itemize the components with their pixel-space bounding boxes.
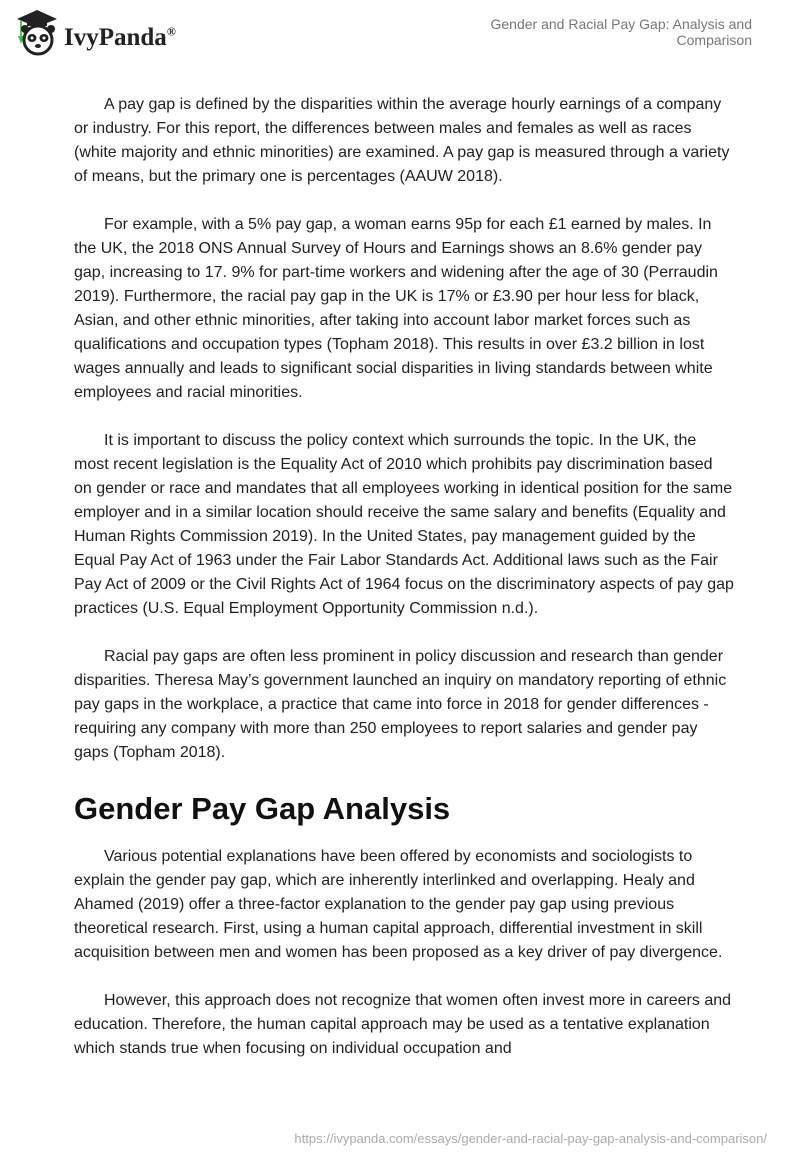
paragraph: A pay gap is defined by the disparities within the average hourly earnings of a company or industry. For this report, the differences between males and females as well as races (white majority and ethnic minorities) are examined. A pay gap is measured through a variety of means, but the primary one is percentages (AAUW 2018). xyxy=(74,96,730,185)
panda-logo-icon xyxy=(16,8,58,56)
logo[interactable] xyxy=(16,8,176,56)
logo-text: IvyPanda® xyxy=(64,24,176,51)
paragraph: Racial pay gaps are often less prominent in policy discussion and research than gender disparities. Theresa May’s government launched an inquiry on mandatory reporting of ethnic pay gaps in the workplace, a practice that came into force in 2018 for gender differences - requiring any company with more than 250 employees to report salaries and gender pay gaps (Topham 2018). xyxy=(74,648,727,761)
paragraph: For example, with a 5% pay gap, a woman earns 95p for each £1 earned by males. In the UK, the 2018 ONS Annual Survey of Hours and Earnings shows an 8.6% gender pay gap, increasing to 17. 9% for part-time workers and widening after the age of 30 (Perraudin 2019). Furthermore, the racial pay gap in the UK is 17% or £3.90 per hour less for black, Asian, and other ethnic minorities, after taking into account labor market forces such as qualifications and occupation types (Topham 2018). This results in over £3.2 billion in lost wages annually and leads to significant social disparities in living standards between white employees and racial minorities. xyxy=(74,216,718,401)
section-heading: Gender Pay Gap Analysis xyxy=(74,791,451,826)
document-title: Gender and Racial Pay Gap: Analysis and Comparison xyxy=(490,16,752,48)
header xyxy=(0,0,800,70)
paragraph: However, this approach does not recognize that women often invest more in careers and education. Therefore, the human capital approach may be used as a tentative explanation which stands true when focusing on individual occupation and xyxy=(74,992,732,1057)
paragraph: It is important to discuss the policy context which surrounds the topic. In the UK, the most recent legislation is the Equality Act of 2010 which prohibits pay discrimination based on gender or race and mandates that all employees working in identical position for the same employer and in a similar location should receive the same salary and benefits (Equality and Human Rights Commission 2019). In the United States, pay management guided by the Equal Pay Act of 1963 under the Fair Labor Standards Act. Additional laws such as the Fair Pay Act of 2009 or the Civil Rights Act of 1964 focus on the discriminatory aspects of pay gap practices (U.S. Equal Employment Opportunity Commission n.d.). xyxy=(74,432,734,617)
paragraph: Various potential explanations have been offered by economists and sociologists to explain the gender pay gap, which are inherently interlinked and overlapping. Healy and Ahamed (2019) offer a three-factor explanation to the gender pay gap using previous theoretical research. First, using a human capital approach, differential investment in skill acquisition between men and women has been proposed as a key driver of pay divergence. xyxy=(74,848,723,961)
source-url[interactable]: https://ivypanda.com/essays/gender-and-racial-pay-gap-analysis-and-comparison/ xyxy=(294,1131,767,1146)
essay-content xyxy=(74,93,734,1085)
